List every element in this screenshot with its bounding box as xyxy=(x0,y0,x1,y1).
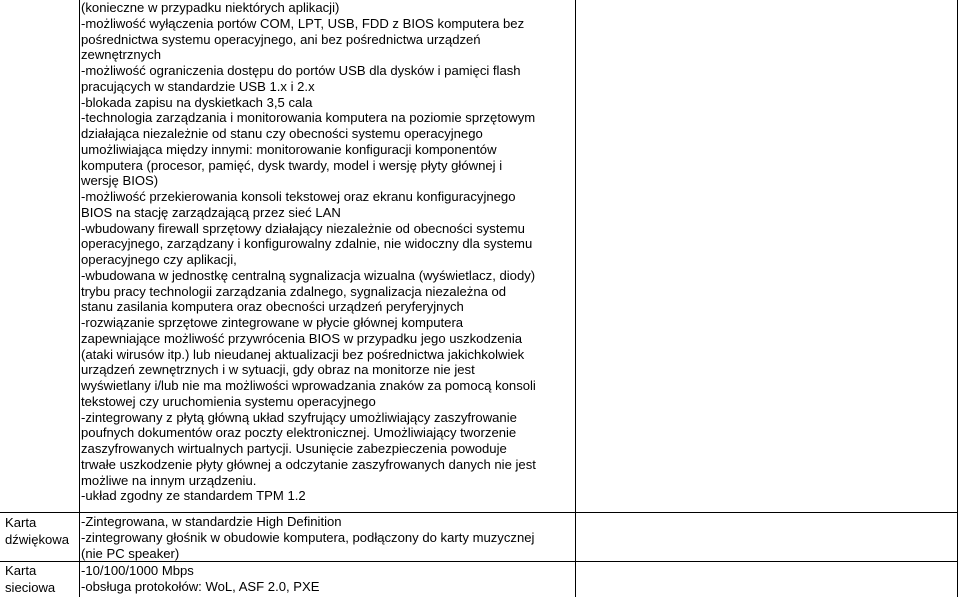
row-label-network-card xyxy=(5,562,55,596)
label-line: Karta xyxy=(5,515,37,530)
text-line: (konieczne w przypadku niektórych aplikacji) xyxy=(81,0,340,15)
text-line: komputera (procesor, pamięć, dysk twardy, model i wersję płyty głównej i xyxy=(81,157,503,173)
text-line: możliwe na innym urządzeniu. xyxy=(81,472,257,488)
text-line: -Zintegrowana, w standardzie High Definition xyxy=(81,514,342,529)
text-line: -technologia zarządzania i monitorowania komputera na poziomie sprzętowym xyxy=(81,110,536,126)
label-line: dźwiękowa xyxy=(5,532,70,547)
row-divider-1 xyxy=(0,512,958,513)
row-requirements-text xyxy=(81,0,571,504)
text-line: poufnych dokumentów oraz poczty elektronicznej. Umożliwiający tworzenie xyxy=(81,425,517,441)
text-line: tekstowej czy uruchomienia systemu operacyjnego xyxy=(81,393,376,409)
text-line: (ataki wirusów itp.) lub nieudanej aktualizacji bez pośrednictwa jakichkolwiek xyxy=(81,346,525,362)
text-line: -obsługa protokołów: WoL, ASF 2.0, PXE xyxy=(81,578,320,594)
text-line: (nie PC speaker) xyxy=(81,545,180,561)
table-right-border xyxy=(957,0,958,597)
column-divider-1 xyxy=(79,0,80,597)
text-line: zewnętrznych xyxy=(81,47,162,63)
text-line: BIOS na stację zarządzającą przez sieć LAN xyxy=(81,204,341,220)
text-line: operacyjnego czy aplikacji, xyxy=(81,252,237,267)
text-line: -10/100/1000 Mbps xyxy=(81,563,194,578)
column-divider-2 xyxy=(575,0,576,597)
text-line: stanu zasilania komputera oraz obecności urządzeń peryferyjnych xyxy=(81,299,464,315)
text-line: wersję BIOS) xyxy=(81,173,159,189)
text-line: -zintegrowany głośnik w obudowie komputera, podłączony do karty muzycznej xyxy=(81,529,535,545)
text-line: trwałe uszkodzenie płyty głównej a odczytanie zaszyfrowanych danych nie jest xyxy=(81,456,536,472)
text-line: -możliwość ograniczenia dostępu do portów USB dla dysków i pamięci flash xyxy=(81,63,521,78)
text-line: wyświetlany i/lub nie ma możliwości wprowadzania znaków za pomocą konsoli xyxy=(81,378,536,393)
text-line: -blokada zapisu na dyskietkach 3,5 cala xyxy=(81,94,313,110)
label-line: sieciowa xyxy=(5,580,56,595)
text-line: urządzeń zewnętrznych i w sytuacji, gdy obraz na monitorze nie jest xyxy=(81,362,475,378)
text-line: operacyjnego, zarządzany i konfigurowalny zdalnie, nie widoczny dla systemu xyxy=(81,236,533,252)
text-line: pośrednictwa systemu operacyjnego, ani bez pośrednictwa urządzeń xyxy=(81,31,481,47)
row-network-card-text xyxy=(81,563,319,595)
label-line: Karta xyxy=(5,563,37,578)
text-line: -wbudowana w jednostkę centralną sygnalizacja wizualna (wyświetlacz, diody) xyxy=(81,267,536,283)
text-line: zapewniające możliwość przywrócenia BIOS w przypadku jego uszkodzenia xyxy=(81,330,523,346)
text-line: zaszyfrowanych wirtualnych partycji. Usunięcie zabezpieczenia powoduje xyxy=(81,441,507,456)
text-line: -możliwość przekierowania konsoli tekstowej oraz ekranu konfiguracyjnego xyxy=(81,189,516,204)
row-sound-card-text xyxy=(81,514,534,562)
text-line: pracujących w standardzie USB 1.x i 2.x xyxy=(81,78,315,94)
text-line: trybu pracy technologii zarządzania zdalnego, sygnalizacja niezależna od xyxy=(81,283,507,299)
text-line: umożliwiająca między innymi: monitorowanie konfiguracji komponentów xyxy=(81,141,497,157)
text-line: działająca niezależnie od stanu czy obecności systemu operacyjnego xyxy=(81,126,483,141)
text-line: -rozwiązanie sprzętowe zintegrowane w płycie głównej komputera xyxy=(81,315,464,330)
row-label-sound-card xyxy=(5,514,69,548)
text-line: -wbudowany firewall sprzętowy działający niezależnie od obecności systemu xyxy=(81,220,525,236)
text-line: -zintegrowany z płytą główną układ szyfrujący umożliwiający zaszyfrowanie xyxy=(81,409,517,425)
text-line: -układ zgodny ze standardem TPM 1.2 xyxy=(81,488,306,504)
text-line: -możliwość wyłączenia portów COM, LPT, USB, FDD z BIOS komputera bez xyxy=(81,15,525,31)
